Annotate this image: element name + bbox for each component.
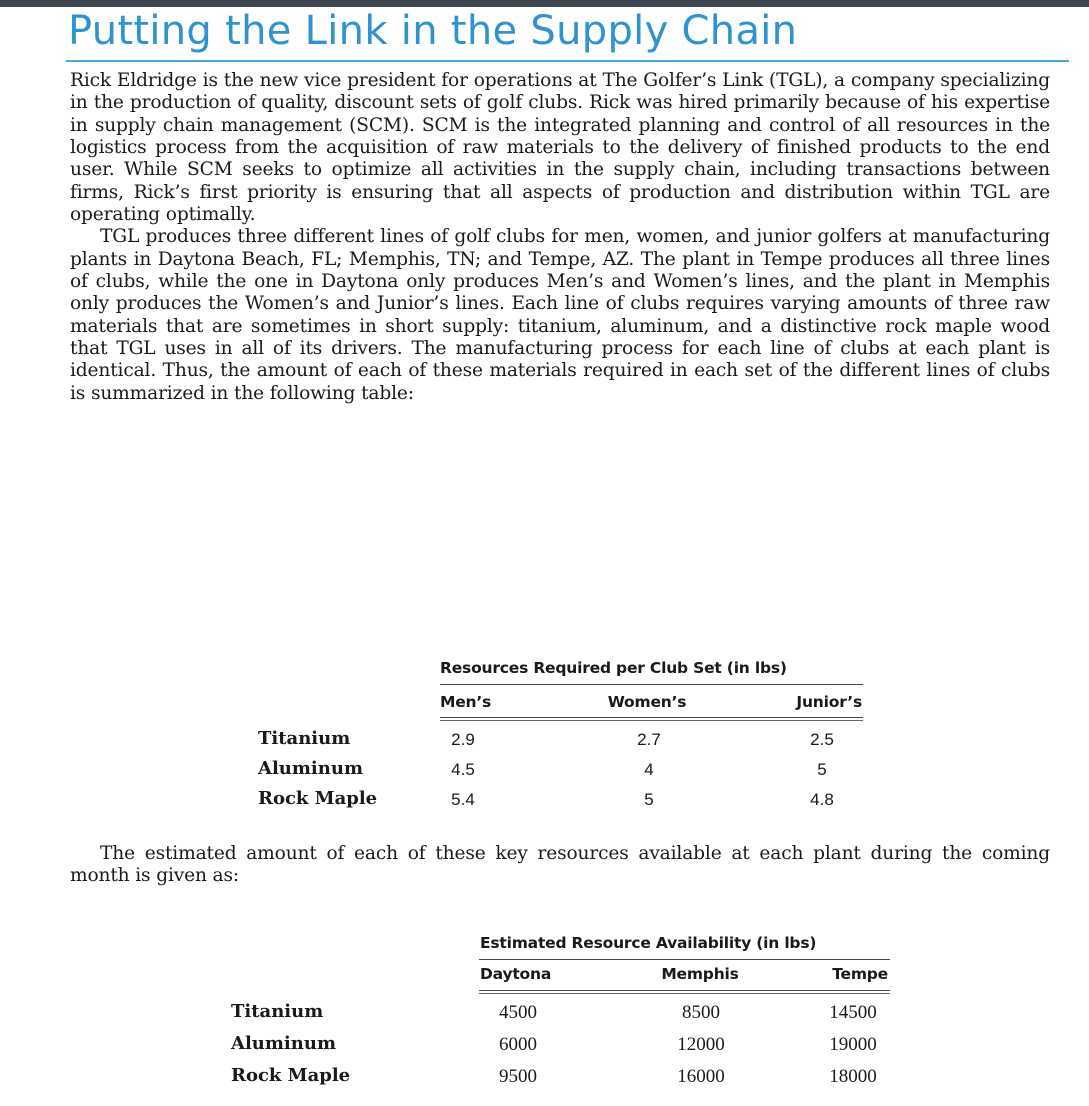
table2-col-daytona: Daytona: [480, 965, 552, 983]
table2-cell: 18000: [829, 1066, 877, 1087]
table1-cell: 5: [644, 790, 654, 809]
table1-cell: 5.4: [451, 790, 475, 809]
table2-cell: 19000: [829, 1034, 877, 1055]
table2-caption-rule: [479, 959, 890, 960]
table2-cell: 9500: [499, 1066, 537, 1087]
table1-cell: 2.7: [637, 730, 661, 749]
table1-row-label: Titanium: [258, 728, 351, 749]
table2-cell: 14500: [829, 1002, 877, 1023]
table2-cell: 8500: [682, 1002, 720, 1023]
table1-col-juniors: Junior’s: [796, 693, 862, 711]
table2-cell: 4500: [499, 1002, 537, 1023]
table2-cell: 16000: [677, 1066, 725, 1087]
table1-caption: Resources Required per Club Set (in lbs): [440, 659, 787, 677]
table1-cell: 5: [817, 760, 827, 779]
table1-cell: 4.8: [810, 790, 834, 809]
table2-row-label: Aluminum: [231, 1033, 336, 1054]
intro-paragraph-1: Rick Eldridge is the new vice president for operations at The Golfer’s Link (TGL), a company specializing in the production of quality, discount sets of golf clubs. Rick was hired primarily because of his expertise in supply chain management (SCM). SCM is the integrated planning and control of all resources in the logistics process from the acquisition of raw materials to the delivery of finished products to the end user. While SCM seeks to optimize all activities in the supply chain, including transactions between firms, Rick’s first priority is ensuring that all aspects of production and distribution within TGL are operating optimally.: [70, 70, 1050, 226]
table2-cell: 6000: [499, 1034, 537, 1055]
top-bar: [0, 0, 1089, 7]
table1-caption-rule: [440, 684, 863, 685]
table2-row-label: Rock Maple: [231, 1065, 351, 1086]
table2-cell: 12000: [677, 1034, 725, 1055]
middle-text: [70, 843, 1050, 888]
middle-paragraph: The estimated amount of each of these key resources available at each plant during the coming month is given as:: [70, 843, 1050, 887]
table2-row-label: Titanium: [231, 1001, 324, 1022]
intro-text: [70, 70, 1050, 405]
table1-row-label: Rock Maple: [258, 788, 378, 809]
table1-col-mens: Men’s: [440, 693, 492, 711]
table2-col-memphis: Memphis: [661, 965, 739, 983]
intro-paragraph-2: TGL produces three different lines of golf clubs for men, women, and junior golfers at manufacturing plants in Daytona Beach, FL; Memphis, TN; and Tempe, AZ. The plant in Tempe produces all three lines of clubs, while the one in Daytona only produces Men’s and Women’s lines, and the plant in Memphis only produces the Women’s and Junior’s lines. Each line of clubs requires varying amounts of three raw materials that are sometimes in short supply: titanium, aluminum, and a distinctive rock maple wood that TGL uses in all of its drivers. The manufacturing process for each line of clubs at each plant is identical. Thus, the amount of each of these materials required in each set of the different lines of clubs is summarized in the following table:: [70, 226, 1050, 404]
table2-caption: Estimated Resource Availability (in lbs): [480, 934, 817, 952]
table1-cell: 4.5: [451, 760, 475, 779]
table1-col-womens: Women’s: [607, 693, 687, 711]
title-rule: [66, 60, 1069, 62]
table1-header-rule: [440, 717, 863, 721]
page-title: Putting the Link in the Supply Chain: [68, 8, 798, 54]
table1-cell: 4: [644, 760, 654, 779]
table2-col-tempe: Tempe: [832, 965, 888, 983]
table1-row-label: Aluminum: [258, 758, 363, 779]
table1-cell: 2.9: [451, 730, 475, 749]
table1-cell: 2.5: [810, 730, 834, 749]
table2-header-rule: [479, 990, 890, 994]
